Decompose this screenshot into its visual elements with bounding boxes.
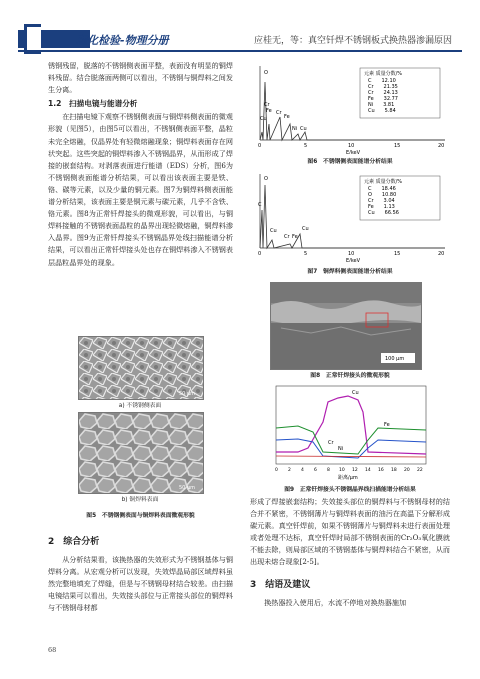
- x-tick: 0: [275, 468, 278, 473]
- line-scan-fig9: [268, 382, 428, 480]
- x-tick: 4: [301, 468, 304, 473]
- peak-label: Cr: [276, 110, 282, 116]
- peak-label: Fe: [266, 108, 272, 114]
- x-tick: 0: [258, 251, 262, 257]
- peak-label: Fe: [292, 234, 298, 240]
- x-tick: 22: [417, 468, 423, 473]
- table-row: C 12.10: [368, 78, 396, 84]
- series-label-ni: Ni: [338, 446, 344, 452]
- page-number: 68: [48, 646, 57, 654]
- x-tick: 20: [438, 251, 445, 257]
- journal-name: 理化检验-物理分册: [76, 34, 169, 47]
- scale-bar-8: 100 μm: [385, 356, 405, 362]
- left-column-top: [48, 60, 233, 269]
- x-axis-label: E/keV: [346, 150, 361, 154]
- x-tick: 5: [304, 143, 308, 149]
- peak-label: Cu: [260, 116, 267, 122]
- x-tick: 20: [438, 143, 445, 149]
- x-axis-label: 距离/μm: [338, 475, 358, 480]
- scale-bar-5b: 50 μm: [179, 485, 196, 491]
- x-tick: 10: [348, 251, 355, 257]
- peak-label: Cu: [300, 126, 307, 132]
- left-column-bottom: [48, 526, 233, 615]
- peak-label: O: [264, 176, 268, 182]
- fig8-caption: 图8 正常钎焊接头的微观形貌: [310, 373, 390, 379]
- x-tick: 8: [327, 468, 330, 473]
- x-tick: 10: [339, 468, 345, 473]
- x-tick: 18: [391, 468, 397, 473]
- table-row: Cu 66.56: [368, 210, 399, 216]
- peak-label: C: [258, 202, 262, 208]
- section-2-heading: 2 综合分析: [48, 537, 100, 547]
- x-tick: 0: [258, 143, 262, 149]
- paragraph-sem: 在扫描电镜下观察不锈钢侧表面与铜焊料侧表面的微观形貌（见图5），由图5可以看出，不锈钢侧表面平整，晶粒未完全熔融，仅晶界处有轻微熔融现象；铜焊料表面存在网状突起。这些突起的铜焊料渗入不锈钢晶界，从而形成了焊接的嵌套结构。对剥落表面进行能谱（EDS）分析，图6为不锈钢侧表面能谱分析结果，可以看出该表面主要是铁、铬、碳等元素，以及少量的铜元素。图7为铜焊料侧表面能谱分析结果，该表面主要是铜元素与碳元素，几乎不含铁、铬元素。图8为正常钎焊接头的微观形貌，可以看出，与铜焊料接触的不锈钢表面晶粒的晶界出现轻微熔融，铜焊料渗入晶界。图9为正常钎焊接头不锈钢晶界处线扫描能谱分析结果，可以看出正常钎焊接头处也存在铜焊料渗入不锈钢表层晶粒晶界处的现象。: [48, 112, 233, 267]
- table-row: Ni 3.81: [368, 102, 395, 108]
- paragraph-continued-right: 形成了焊接嵌套结构；失效接头部位的铜焊料与不锈钢母材的结合并不紧密，不锈钢薄片与铜焊料表面的油污在高温下分解形成碳元素。真空钎焊前，如果不锈钢薄片与铜焊料未进行表面处理或者处理不达标，真空钎焊时局部不锈钢表面的Cr₂O₃氧化膜就不能去除，则局部区域的不锈钢基体与铜焊料结合不紧密，从而出现未熔合现象[2-5]。: [250, 497, 450, 567]
- x-axis-label: E/keV: [346, 258, 361, 262]
- x-tick: 5: [304, 251, 308, 257]
- series-label-cr: Cr: [328, 440, 334, 446]
- micrograph-normal-joint: [270, 282, 422, 370]
- paragraph-continued: 锈钢残留，脱落的不锈钢侧表面平整，表面没有明显的铜焊料残留。结合脱落面两侧可以看出，不锈钢与铜焊料之间发生分离。: [48, 61, 233, 95]
- peak-label: Cr: [264, 102, 270, 108]
- fig5-caption: 图5 不锈钢侧表面与铜焊料表面微观形貌: [86, 513, 195, 519]
- fig6-caption: 图6 不锈钢侧表面能谱分析结果: [307, 159, 393, 165]
- section-1-2-heading: 1.2 扫描电镜与能谱分析: [48, 99, 138, 109]
- paragraph-analysis: 从分析结果看，该换热器的失效形式为不锈钢基体与铜焊料分离。从宏观分析可以发现，失效焊晶局部区域焊料虽然完整地填充了焊缝，但是与不锈钢母材结合较差。由扫描电镜结果可以看出，失效接头部位与正常接头部位的铜焊料与不锈钢母材都: [48, 555, 233, 613]
- micrograph-copper-filler: [78, 412, 204, 494]
- table-row: Cu 5.84: [368, 108, 396, 114]
- x-tick: 16: [378, 468, 384, 473]
- table-row: Cr 21.35: [368, 84, 398, 90]
- section-3-heading: 3 结语及建议: [250, 579, 311, 590]
- fig5b-label: b) 铜焊料表面: [121, 497, 159, 503]
- scale-bar-5a: 50 μm: [179, 391, 196, 397]
- eds-spectrum-fig7: [250, 170, 450, 262]
- series-label-cu: Cu: [352, 390, 359, 396]
- table-row: Fe 32.77: [368, 96, 398, 102]
- right-column-text: [250, 496, 450, 609]
- micrograph-stainless-steel: [78, 336, 204, 400]
- series-label-fe: Fe: [384, 422, 390, 428]
- x-tick: 2: [288, 468, 291, 473]
- fig9-caption: 图9 正常钎焊接头不锈钢晶界线扫描能谱分析结果: [284, 487, 416, 493]
- peak-label: O: [264, 70, 268, 76]
- table-header: 元素 质量分数/%: [364, 71, 403, 77]
- table-header: 元素 质量分数/%: [364, 179, 403, 185]
- peak-label: Ni: [292, 126, 298, 132]
- fig5a-label: a) 不锈钢侧表面: [118, 403, 162, 409]
- table-row: Fe 1.13: [368, 204, 395, 210]
- peak-label: Fe: [284, 114, 290, 120]
- table-row: Cr 3.04: [368, 198, 395, 204]
- x-tick: 10: [348, 143, 355, 149]
- header-rule: [18, 50, 462, 52]
- x-tick: 6: [314, 468, 317, 473]
- table-row: C 18.46: [368, 186, 396, 192]
- paragraph-conclusion: 换热器投入使用后，水流不停地对换热器施加: [264, 597, 407, 607]
- x-tick: 15: [394, 251, 401, 257]
- peak-label: Cr: [284, 234, 290, 240]
- fig7-caption: 图7 铜焊料侧表面能谱分析结果: [307, 269, 393, 275]
- x-tick: 20: [404, 468, 410, 473]
- x-tick: 15: [394, 143, 401, 149]
- peak-label: Cu: [270, 228, 277, 234]
- table-row: Cr 24.13: [368, 90, 398, 96]
- x-tick: 12: [352, 468, 358, 473]
- x-tick: 14: [365, 468, 371, 473]
- eds-spectrum-fig6: [250, 62, 450, 154]
- running-title: 应桂无，等：真空钎焊不锈钢板式换热器渗漏原因: [253, 36, 452, 46]
- table-row: O 10.80: [368, 192, 397, 198]
- peak-label: Cu: [302, 226, 309, 232]
